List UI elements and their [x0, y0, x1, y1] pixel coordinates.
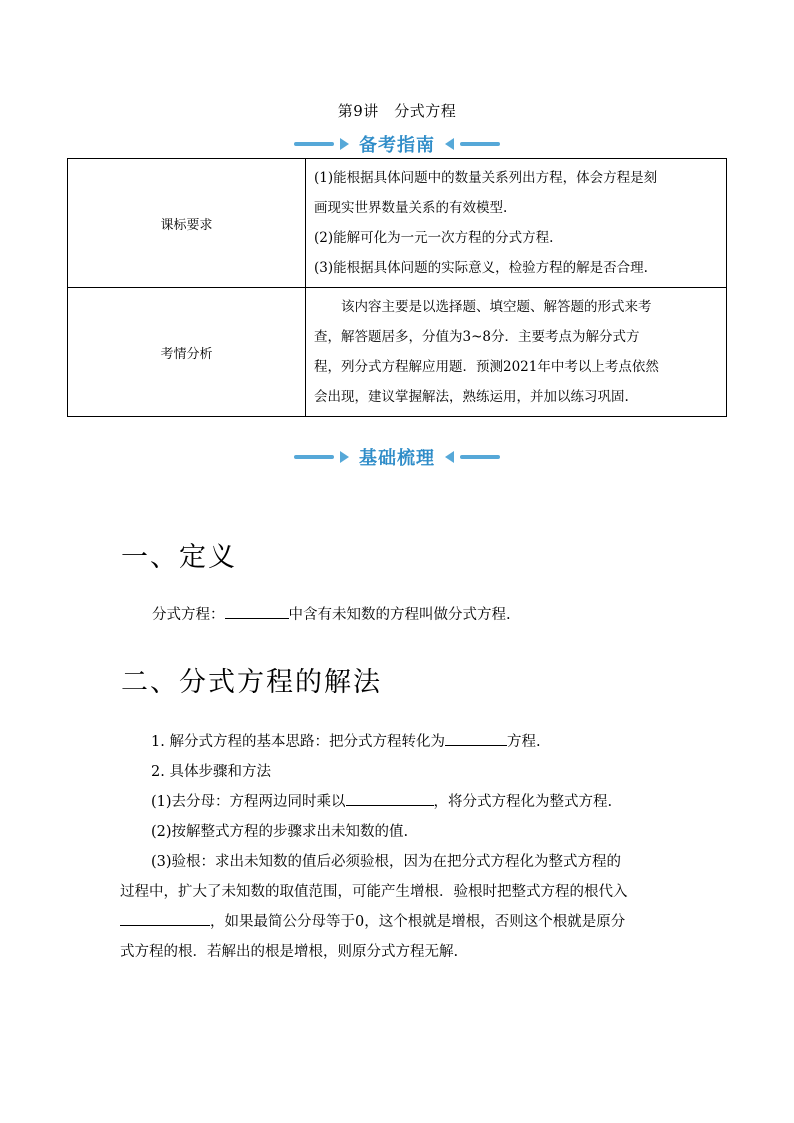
banner-bar-left [294, 142, 334, 146]
row-body-standards [306, 159, 727, 288]
definition-text-b: 中含有未知数的方程叫做分式方程. [288, 607, 511, 623]
standards-line: (1)能根据具体问题中的数量关系列出方程，体会方程是刻 [314, 170, 658, 186]
arrow-right-icon [340, 138, 349, 150]
fill-blank[interactable] [445, 729, 507, 746]
standards-line: (2)能解可化为一元一次方程的分式方程. [314, 230, 554, 246]
banner-label: 基础梳理 [359, 448, 435, 469]
standards-line: 画现实世界数量关系的有效模型. [314, 200, 508, 216]
step-text: 1. 解分式方程的基本思路：把分式方程转化为 [151, 734, 445, 750]
table-row [68, 288, 727, 417]
banner-label: 备考指南 [359, 135, 435, 156]
fill-blank[interactable] [346, 789, 434, 806]
section-heading-definition: 一、定义 [121, 542, 237, 573]
banner-bar-right [460, 142, 500, 146]
exam-guide-table [67, 158, 727, 417]
step-title: 2. 具体步骤和方法 [151, 764, 271, 780]
step-text: 式方程的根．若解出的根是增根，则原分式方程无解. [120, 944, 459, 960]
standards-line: (3)能根据具体问题的实际意义，检验方程的解是否合理. [314, 260, 648, 276]
row-head-standards: 课标要求 [68, 159, 306, 288]
arrow-right-icon [340, 451, 349, 463]
lesson-title: 第9讲 分式方程 [337, 102, 457, 120]
step-text: ，如果最简公分母等于0，这个根就是增根，否则这个根就是原分 [210, 914, 626, 930]
arrow-left-icon [445, 138, 454, 150]
row-head-analysis: 考情分析 [68, 288, 306, 417]
analysis-line: 会出现，建议掌握解法，熟练运用，并加以练习巩固. [314, 389, 629, 405]
fill-blank[interactable] [120, 909, 210, 926]
definition-paragraph [152, 600, 712, 630]
analysis-line: 该内容主要是以选择题、填空题、解答题的形式来考 [341, 299, 652, 315]
banner-basics [0, 444, 794, 470]
definition-text-a: 分式方程： [152, 607, 225, 623]
arrow-left-icon [445, 451, 454, 463]
banner-bar-right [460, 455, 500, 459]
step-text: ，将分式方程化为整式方程. [433, 794, 613, 810]
step-text: (1)去分母：方程两边同时乘以 [151, 794, 346, 810]
banner-exam-guide [0, 131, 794, 157]
table-row [68, 159, 727, 288]
step-text: (2)按解整式方程的步骤求出未知数的值. [151, 824, 409, 840]
step-text: 过程中，扩大了未知数的取值范围，可能产生增根．验根时把整式方程的根代入 [120, 884, 628, 900]
section-heading-method: 二、分式方程的解法 [121, 667, 382, 698]
method-paragraphs [120, 727, 690, 967]
analysis-line: 程，列分式方程解应用题．预测2021年中考以上考点依然 [314, 359, 659, 375]
row-body-analysis [306, 288, 727, 417]
fill-blank[interactable] [225, 602, 289, 619]
analysis-line: 查，解答题居多，分值为3~8分．主要考点为解分式方 [314, 329, 640, 345]
step-text: (3)验根：求出未知数的值后必须验根，因为在把分式方程化为整式方程的 [151, 854, 622, 870]
step-text: 方程. [506, 734, 541, 750]
banner-bar-left [294, 455, 334, 459]
